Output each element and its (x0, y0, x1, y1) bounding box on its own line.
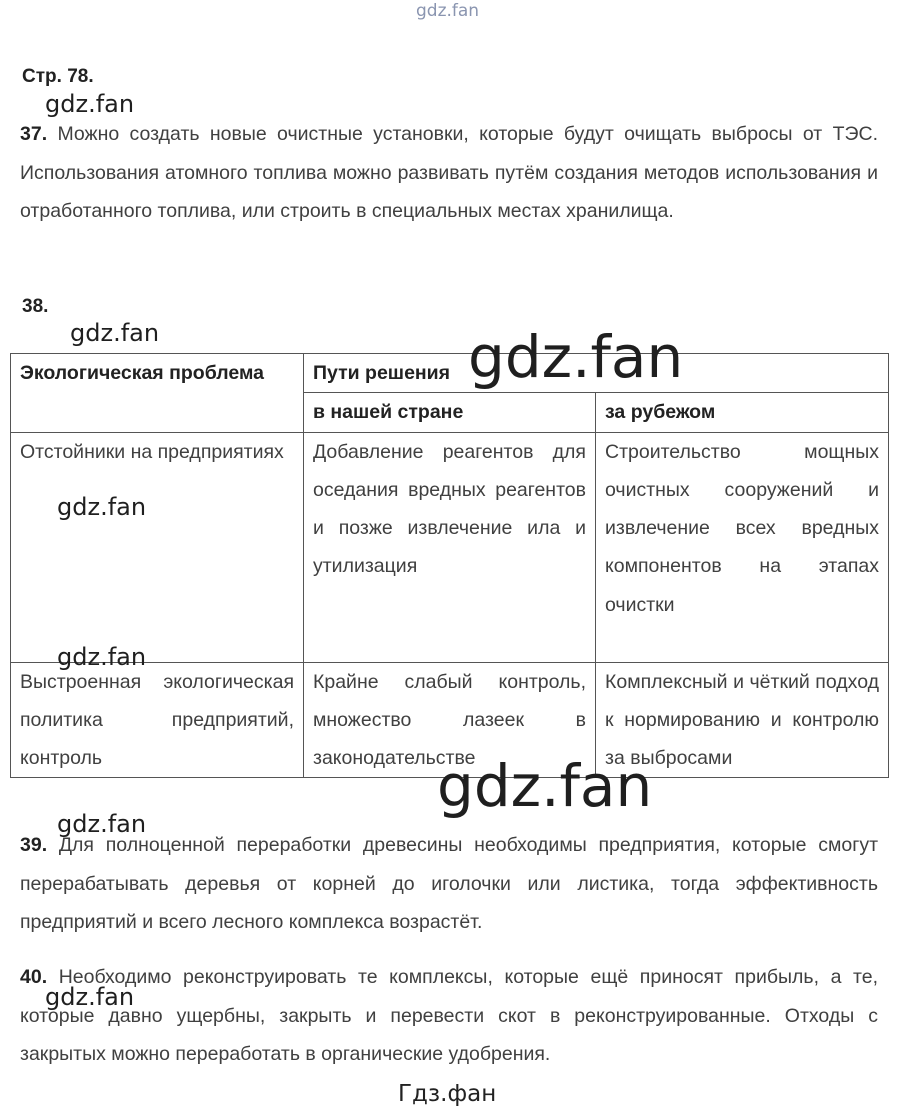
answer-37-number: 37. (20, 123, 48, 145)
watermark: gdz.fan (45, 983, 135, 1011)
answer-39-number: 39. (20, 834, 48, 856)
row-1-domestic: Добавление реагентов для оседания вредных реагентов и позже извлечение ила и утилизация (304, 432, 596, 662)
answer-37-text: Можно создать новые очистные установки, которые будут очищать выбросы от ТЭС. Использования атомного топлива можно развивать путём создания методов использования и отработанного топлива, или строить в специальных местах хранилища. (20, 123, 878, 222)
row-2-abroad: Комплексный и чёткий подход к нормированию и контролю за выбросами (596, 662, 889, 778)
answer-39-text: Для полноценной переработки древесины необходимы предприятия, которые смогут перерабатывать деревья от корней до иголочки или листика, тогда эффективность предприятий и всего лесного комплекса возрастёт. (20, 834, 879, 933)
watermark: gdz.fan (468, 323, 684, 391)
header-domestic: в нашей стране (304, 393, 596, 432)
answer-38-number: 38. (22, 296, 49, 317)
answer-37 (20, 115, 878, 231)
watermark: gdz.fan (57, 810, 147, 838)
row-2-problem: Выстроенная экологическая политика предприятий, контроль (11, 662, 304, 778)
answer-40-text: Необходимо реконструировать те комплексы, которые ещё приносят прибыль, а те, которые давно ущербны, закрыть и перевести скот в реконструированные. Отходы с закрытых можно переработать в органические удобрения. (20, 966, 878, 1065)
page-number: Стр. 78. (22, 66, 94, 87)
answer-39 (20, 826, 878, 942)
row-2-domestic: Крайне слабый контроль, множество лазеек в законодательстве (304, 662, 596, 778)
table-header-row (11, 354, 889, 393)
watermark: gdz.fan (57, 643, 147, 671)
watermark: gdz.fan (45, 90, 135, 118)
header-problem: Экологическая проблема (11, 354, 304, 433)
watermark-bottom: Гдз.фан (398, 1081, 497, 1107)
header-abroad: за рубежом (596, 393, 889, 432)
header-solutions: Пути решения (304, 354, 889, 393)
table-row (11, 432, 889, 662)
ecology-table (10, 353, 889, 778)
row-1-abroad: Строительство мощных очистных сооружений и извлечение всех вредных компонентов на этапах очистки (596, 432, 889, 662)
watermark: gdz.fan (70, 319, 160, 347)
watermark: gdz.fan (57, 493, 147, 521)
watermark-top: gdz.fan (416, 1, 480, 21)
row-1-problem: Отстойники на предприятиях (11, 432, 304, 662)
answer-40 (20, 958, 878, 1074)
answer-40-number: 40. (20, 966, 48, 988)
watermark: gdz.fan (437, 752, 653, 820)
